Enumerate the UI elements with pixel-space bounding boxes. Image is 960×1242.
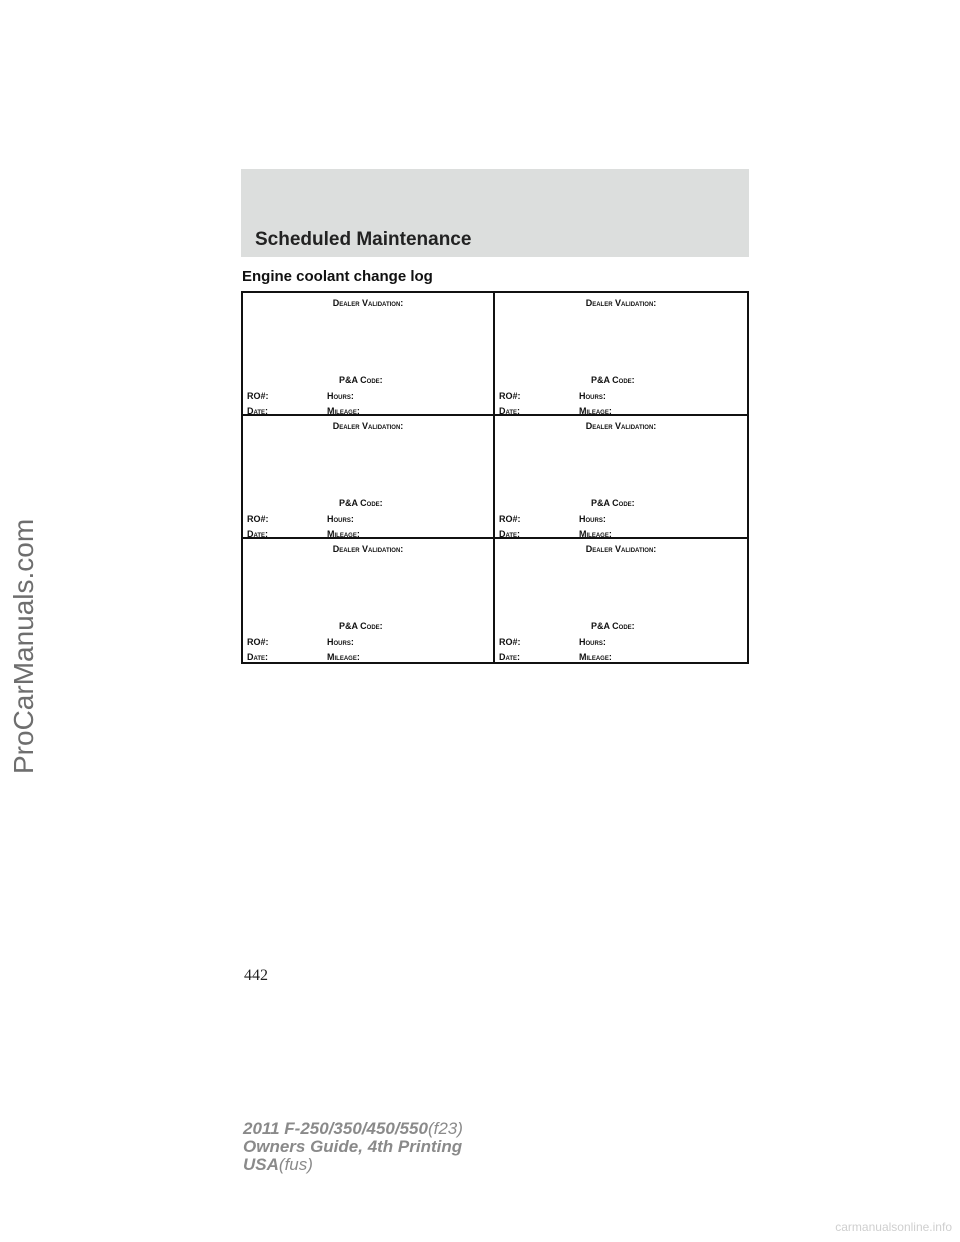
- dealer-validation-label: Dealer Validation:: [585, 421, 657, 431]
- hours-label: Hours:: [327, 391, 354, 401]
- ro-number-label: RO#:: [499, 391, 521, 401]
- side-watermark: ProCarManuals.com: [8, 518, 39, 774]
- hours-label: Hours:: [327, 514, 354, 524]
- date-label: Date:: [499, 406, 521, 416]
- log-cell: [243, 293, 495, 416]
- pa-code-label: P&A Code:: [339, 498, 383, 508]
- mileage-label: Mileage:: [579, 529, 612, 539]
- mileage-label: Mileage:: [327, 529, 360, 539]
- page-header-title: Scheduled Maintenance: [255, 229, 472, 250]
- log-cell: [243, 539, 495, 662]
- dealer-validation-label: Dealer Validation:: [585, 544, 657, 554]
- footer-market: USA: [243, 1155, 279, 1174]
- hours-label: Hours:: [579, 514, 606, 524]
- hours-label: Hours:: [579, 391, 606, 401]
- ro-number-label: RO#:: [247, 514, 269, 524]
- date-label: Date:: [499, 652, 521, 662]
- footer-line-3: [243, 1156, 463, 1174]
- dealer-validation-label: Dealer Validation:: [585, 298, 657, 308]
- mileage-label: Mileage:: [579, 406, 612, 416]
- ro-number-label: RO#:: [247, 391, 269, 401]
- log-cell: [495, 416, 747, 539]
- footer-model: 2011 F-250/350/450/550: [243, 1119, 428, 1138]
- date-label: Date:: [499, 529, 521, 539]
- log-cell: [495, 293, 747, 416]
- document-footer: [243, 1120, 463, 1174]
- mileage-label: Mileage:: [327, 406, 360, 416]
- dealer-validation-label: Dealer Validation:: [332, 298, 404, 308]
- date-label: Date:: [247, 406, 269, 416]
- pa-code-label: P&A Code:: [591, 375, 635, 385]
- footer-model-code: (f23): [427, 1119, 463, 1138]
- ro-number-label: RO#:: [499, 637, 521, 647]
- header-band: [241, 169, 749, 257]
- hours-label: Hours:: [579, 637, 606, 647]
- bottom-watermark: carmanualsonline.info: [835, 1220, 952, 1234]
- section-title: Engine coolant change log: [242, 268, 433, 285]
- footer-line-1: [243, 1120, 463, 1138]
- log-cell: [495, 539, 747, 662]
- footer-market-code: (fus): [278, 1155, 313, 1174]
- mileage-label: Mileage:: [579, 652, 612, 662]
- ro-number-label: RO#:: [499, 514, 521, 524]
- dealer-validation-label: Dealer Validation:: [332, 421, 404, 431]
- hours-label: Hours:: [327, 637, 354, 647]
- date-label: Date:: [247, 652, 269, 662]
- pa-code-label: P&A Code:: [591, 621, 635, 631]
- pa-code-label: P&A Code:: [339, 621, 383, 631]
- page-number: 442: [244, 967, 268, 984]
- pa-code-label: P&A Code:: [591, 498, 635, 508]
- footer-line-2: Owners Guide, 4th Printing: [243, 1137, 463, 1156]
- log-cell: [243, 416, 495, 539]
- pa-code-label: P&A Code:: [339, 375, 383, 385]
- dealer-validation-label: Dealer Validation:: [332, 544, 404, 554]
- ro-number-label: RO#:: [247, 637, 269, 647]
- mileage-label: Mileage:: [327, 652, 360, 662]
- coolant-change-log-table: [241, 291, 749, 664]
- date-label: Date:: [247, 529, 269, 539]
